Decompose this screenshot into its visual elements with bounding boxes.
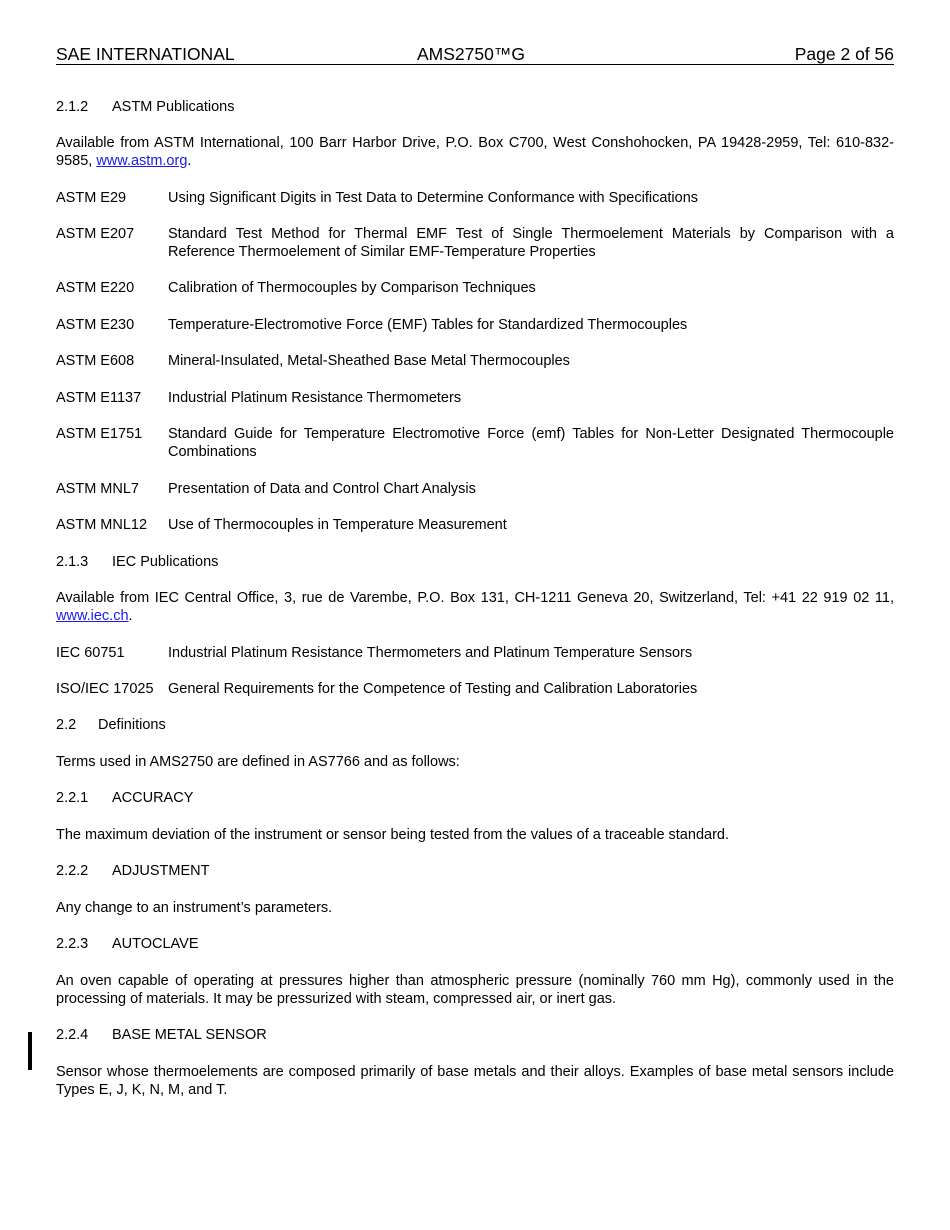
definition-term: ACCURACY — [112, 790, 194, 806]
reference-description: General Requirements for the Competence of Testing and Calibration Laboratories — [168, 681, 698, 697]
reference-code: ASTM MNL12 — [56, 517, 148, 533]
section-number: 2.2 — [56, 717, 77, 733]
reference-description: Industrial Platinum Resistance Thermometers and Platinum Temperature Sensors — [168, 645, 693, 661]
definition-heading — [56, 789, 894, 807]
section-heading-definitions — [56, 716, 894, 734]
section-title: Definitions — [98, 717, 166, 733]
reference-code: ASTM MNL7 — [56, 481, 139, 497]
availability-text: Available from ASTM International, 100 Barr Harbor Drive, P.O. Box C700, West Conshohocken, PA 19428-2959, Tel: 610-832-9585, — [56, 135, 894, 169]
header-org: SAE INTERNATIONAL — [56, 44, 235, 64]
definition-text: Sensor whose thermoelements are composed primarily of base metals and their alloys. Examples of base metal sensors include Types E, J, K, N, M, and T. — [56, 1064, 894, 1098]
reference-item — [56, 279, 894, 297]
reference-code: ASTM E220 — [56, 280, 135, 296]
reference-item — [56, 352, 894, 370]
definition-number: 2.2.4 — [56, 1027, 89, 1043]
availability-text: Available from IEC Central Office, 3, rue de Varembe, P.O. Box 131, CH-1211 Geneva 20, Switzerland, Tel: +41 22 919 02 11, — [56, 590, 894, 606]
header-page-number: Page 2 of 56 — [794, 44, 894, 64]
header-doc-id: AMS2750™G — [417, 44, 525, 64]
reference-code: ISO/IEC 17025 — [56, 681, 154, 697]
definition-heading — [56, 1026, 894, 1044]
astm-availability-paragraph: Available from ASTM International, 100 Barr Harbor Drive, P.O. Box C700, West Conshohocken, PA 19428-2959, Tel: 610-832-9585, www.astm.org. — [56, 135, 894, 169]
section-heading-iec — [56, 553, 894, 571]
definition-number: 2.2.2 — [56, 863, 89, 879]
definition-text: An oven capable of operating at pressures higher than atmospheric pressure (nominally 760 mm Hg), commonly used in the processing of materials. It may be pressurized with steam, compressed air, or inert gas. — [56, 973, 894, 1007]
section-heading-astm — [56, 98, 894, 116]
reference-code: ASTM E1137 — [56, 390, 142, 406]
definitions-intro: Terms used in AMS2750 are defined in AS7766 and as follows: — [56, 754, 460, 770]
definition-text: Any change to an instrument’s parameters. — [56, 900, 333, 916]
reference-code: ASTM E608 — [56, 353, 135, 369]
reference-item — [56, 316, 894, 334]
reference-code: IEC 60751 — [56, 645, 125, 661]
iec-website-link[interactable]: www.iec.ch — [56, 608, 129, 624]
reference-code: ASTM E1751 — [56, 426, 143, 442]
reference-code: ASTM E29 — [56, 190, 127, 206]
reference-description: Calibration of Thermocouples by Comparison Techniques — [168, 280, 536, 296]
definition-text: The maximum deviation of the instrument or sensor being tested from the values of a traceable standard. — [56, 827, 729, 843]
definition-term: AUTOCLAVE — [112, 936, 199, 952]
reference-description: Mineral-Insulated, Metal-Sheathed Base Metal Thermocouples — [168, 353, 570, 369]
reference-item — [56, 480, 894, 498]
definition-number: 2.2.1 — [56, 790, 89, 806]
definition-number: 2.2.3 — [56, 936, 89, 952]
definition-heading — [56, 935, 894, 953]
iec-availability-paragraph: Available from IEC Central Office, 3, rue de Varembe, P.O. Box 131, CH-1211 Geneva 20, Switzerland, Tel: +41 22 919 02 11, www.iec.ch. — [56, 590, 894, 624]
reference-description: Industrial Platinum Resistance Thermometers — [168, 390, 462, 406]
reference-item — [56, 425, 894, 461]
reference-description: Using Significant Digits in Test Data to Determine Conformance with Specifications — [168, 190, 699, 206]
reference-code: ASTM E207 — [56, 226, 135, 242]
astm-website-link[interactable]: www.astm.org — [96, 153, 188, 169]
revision-change-bar — [28, 1032, 32, 1070]
reference-item — [56, 225, 894, 261]
reference-description: Presentation of Data and Control Chart Analysis — [168, 481, 476, 497]
reference-item — [56, 644, 894, 662]
section-number: 2.1.3 — [56, 554, 89, 570]
section-title: IEC Publications — [112, 554, 219, 570]
reference-description: Standard Test Method for Thermal EMF Test of Single Thermoelement Materials by Comparison with a Reference Thermoelement of Similar EMF-Temperature Properties — [168, 226, 894, 260]
reference-item — [56, 389, 894, 407]
section-title: ASTM Publications — [112, 99, 235, 115]
definition-term: BASE METAL SENSOR — [112, 1027, 267, 1043]
reference-description: Standard Guide for Temperature Electromotive Force (emf) Tables for Non-Letter Designated Thermocouple Combinations — [168, 426, 894, 460]
definition-heading — [56, 862, 894, 880]
reference-item — [56, 516, 894, 534]
reference-item — [56, 680, 894, 698]
reference-code: ASTM E230 — [56, 317, 135, 333]
reference-description: Use of Thermocouples in Temperature Measurement — [168, 517, 507, 533]
definition-term: ADJUSTMENT — [112, 863, 210, 879]
page-header — [56, 44, 894, 65]
reference-item — [56, 189, 894, 207]
section-number: 2.1.2 — [56, 99, 89, 115]
reference-description: Temperature-Electromotive Force (EMF) Tables for Standardized Thermocouples — [168, 317, 688, 333]
